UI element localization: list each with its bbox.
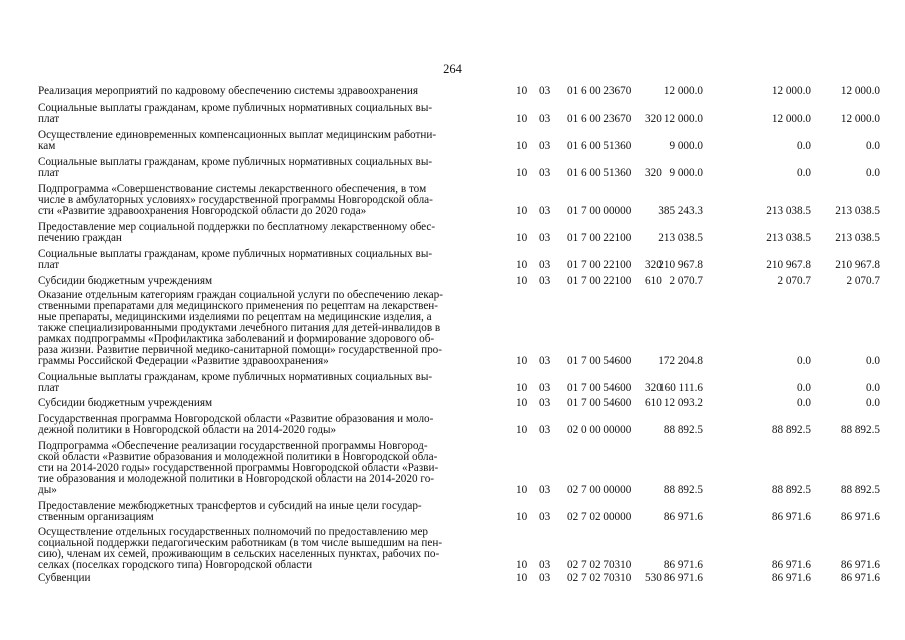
table-row [38,501,888,523]
row-csr: 02 7 02 70310 [567,559,632,571]
row-pr: 03 [539,559,551,571]
row-amount-1: 88 892.5 [663,484,703,496]
row-name: Подпрограмма «Обеспечение реализации государственной программы Новгород- ской области «Развитие образования и молодежной политики в Новгородской обла- сти на 2014-2020 годы» государственной программы Новгородской области «Разви- тие образования и молодежной политики в Новгородской области на 2014-2020 го- ды» [38,440,439,496]
row-csr: 01 7 00 00000 [567,205,632,217]
row-amount-2: 0.0 [797,140,811,152]
row-amount-3: 86 971.6 [840,511,880,523]
row-amount-2: 88 892.5 [771,424,811,436]
table-row [38,130,888,152]
row-name: Социальные выплаты гражданам, кроме публичных нормативных социальных вы- плат [38,248,433,271]
row-amount-2: 213 038.5 [766,232,811,244]
table-row [38,276,888,287]
row-amount-2: 12 000.0 [771,85,811,97]
row-vr: 320 [645,259,662,271]
row-csr: 01 6 00 51360 [567,140,632,152]
row-csr: 02 0 00 00000 [567,424,632,436]
row-name: Социальные выплаты гражданам, кроме публичных нормативных социальных вы- плат [38,102,433,125]
row-pr: 03 [539,205,551,217]
row-name: Субвенции [38,572,91,584]
row-name: Подпрограмма «Совершенствование системы лекарственного обеспечения, в том числе в амбулаторных условиях» государственной программы Новгородской обла- сти «Развитие здравоохранения Новгородской области до 2020 года» [38,183,433,217]
row-csr: 01 7 00 54600 [567,382,632,394]
row-name: Оказание отдельным категориям граждан социальной услуги по обеспечению лекар- ственными препаратами для медицинского применения по рецептам на лекарствен- ные препараты, медицинскими изделиями по рецептам на медицинские изделия, а также специализированными продуктами лечебного питания для детей-инвалидов в рамках подпрограммы «Профилактика заболеваний и формирование здорового об- раза жизни. Развитие первичной медико-санитарной помощи» государственной про- граммы Российской Федерации «Развитие здравоохранения» [38,289,443,367]
row-pr: 03 [539,167,551,179]
row-vr: 320 [645,382,662,394]
row-name: Субсидии бюджетным учреждениям [38,275,213,287]
row-rz: 10 [516,205,528,217]
row-amount-1: 9 000.0 [669,167,703,179]
row-amount-3: 210 967.8 [835,259,880,271]
row-rz: 10 [516,85,528,97]
row-amount-1: 12 000.0 [663,85,703,97]
row-csr: 02 7 02 70310 [567,572,632,584]
row-pr: 03 [539,424,551,436]
row-pr: 03 [539,275,551,287]
row-amount-2: 210 967.8 [766,259,811,271]
row-rz: 10 [516,113,528,125]
row-amount-1: 86 971.6 [663,559,703,571]
row-pr: 03 [539,85,551,97]
row-amount-1: 9 000.0 [669,140,703,152]
row-pr: 03 [539,572,551,584]
table-row [38,441,888,496]
table-row [38,86,888,97]
row-rz: 10 [516,397,528,409]
row-name: Осуществление отдельных государственных полномочий по предоставлению мер социальной поддержки педагогическим работникам (в том числе вышедшим на пен- сию), членам их семей, проживающим в сельских населенных пунктах, рабочих по- селках (поселках городского типа) Новгородской области [38,526,443,571]
row-csr: 01 6 00 51360 [567,167,632,179]
table-row [38,290,888,367]
row-pr: 03 [539,355,551,367]
row-pr: 03 [539,113,551,125]
row-rz: 10 [516,259,528,271]
row-pr: 03 [539,232,551,244]
row-csr: 01 7 00 22100 [567,259,632,271]
table-row [38,184,888,217]
row-amount-3: 0.0 [866,167,880,179]
row-csr: 01 6 00 23670 [567,85,632,97]
row-amount-3: 0.0 [866,355,880,367]
row-amount-1: 172 204.8 [658,355,703,367]
table-row [38,527,888,571]
row-amount-3: 86 971.6 [840,559,880,571]
row-amount-1: 12 093.2 [663,397,703,409]
table-row [38,103,888,125]
row-amount-2: 88 892.5 [771,484,811,496]
row-vr: 530 [645,572,662,584]
row-pr: 03 [539,140,551,152]
row-amount-2: 0.0 [797,355,811,367]
table-row [38,222,888,244]
row-amount-2: 2 070.7 [777,275,811,287]
row-amount-3: 86 971.6 [840,572,880,584]
row-rz: 10 [516,355,528,367]
row-rz: 10 [516,382,528,394]
row-name: Государственная программа Новгородской области «Развитие образования и моло- дежной политики в Новгородской области на 2014-2020 годы» [38,413,434,436]
row-csr: 01 6 00 23670 [567,113,632,125]
row-amount-1: 160 111.6 [659,382,703,394]
table-row [38,414,888,436]
row-amount-3: 213 038.5 [835,232,880,244]
row-amount-3: 213 038.5 [835,205,880,217]
row-amount-1: 12 000.0 [663,113,703,125]
row-pr: 03 [539,382,551,394]
row-amount-2: 0.0 [797,167,811,179]
row-rz: 10 [516,484,528,496]
row-rz: 10 [516,559,528,571]
row-amount-3: 0.0 [866,382,880,394]
row-amount-1: 2 070.7 [669,275,703,287]
row-csr: 01 7 00 22100 [567,275,632,287]
row-rz: 10 [516,232,528,244]
row-amount-1: 88 892.5 [663,424,703,436]
row-amount-2: 0.0 [797,397,811,409]
row-rz: 10 [516,511,528,523]
row-amount-2: 86 971.6 [771,572,811,584]
row-amount-3: 2 070.7 [846,275,880,287]
row-vr: 320 [645,113,662,125]
row-amount-1: 385 243.3 [658,205,703,217]
row-name: Субсидии бюджетным учреждениям [38,397,213,409]
row-amount-3: 88 892.5 [840,424,880,436]
row-csr: 01 7 00 54600 [567,355,632,367]
row-amount-1: 213 038.5 [658,232,703,244]
row-amount-1: 210 967.8 [658,259,703,271]
row-name: Социальные выплаты гражданам, кроме публичных нормативных социальных вы- плат [38,371,433,394]
row-amount-3: 0.0 [866,140,880,152]
row-rz: 10 [516,275,528,287]
row-amount-1: 86 971.6 [663,511,703,523]
table-row [38,249,888,271]
row-csr: 01 7 00 54600 [567,397,632,409]
row-name: Предоставление межбюджетных трансфертов и субсидий на иные цели государ- ственным организациям [38,500,422,523]
row-rz: 10 [516,572,528,584]
row-csr: 02 7 00 00000 [567,484,632,496]
row-amount-3: 12 000.0 [840,85,880,97]
row-vr: 320 [645,167,662,179]
table-row [38,573,888,584]
row-name: Предоставление мер социальной поддержки по бесплатному лекарственному обес- печению граждан [38,221,436,244]
row-pr: 03 [539,259,551,271]
page-number: 264 [443,62,462,76]
row-amount-3: 88 892.5 [840,484,880,496]
row-pr: 03 [539,511,551,523]
row-amount-2: 86 971.6 [771,511,811,523]
row-rz: 10 [516,167,528,179]
row-amount-2: 0.0 [797,382,811,394]
row-amount-3: 0.0 [866,397,880,409]
row-amount-2: 86 971.6 [771,559,811,571]
row-pr: 03 [539,484,551,496]
table-row [38,157,888,179]
row-amount-2: 12 000.0 [771,113,811,125]
row-pr: 03 [539,397,551,409]
row-name: Социальные выплаты гражданам, кроме публичных нормативных социальных вы- плат [38,156,433,179]
row-amount-2: 213 038.5 [766,205,811,217]
row-rz: 10 [516,140,528,152]
table-row [38,398,888,409]
table-row [38,372,888,394]
row-amount-1: 86 971.6 [663,572,703,584]
row-csr: 01 7 00 22100 [567,232,632,244]
row-amount-3: 12 000.0 [840,113,880,125]
row-csr: 02 7 02 00000 [567,511,632,523]
row-vr: 610 [645,275,662,287]
row-vr: 610 [645,397,662,409]
budget-table [38,86,888,584]
row-name: Реализация мероприятий по кадровому обеспечению системы здравоохранения [38,85,418,97]
row-name: Осуществление единовременных компенсационных выплат медицинским работни- кам [38,129,437,152]
row-rz: 10 [516,424,528,436]
